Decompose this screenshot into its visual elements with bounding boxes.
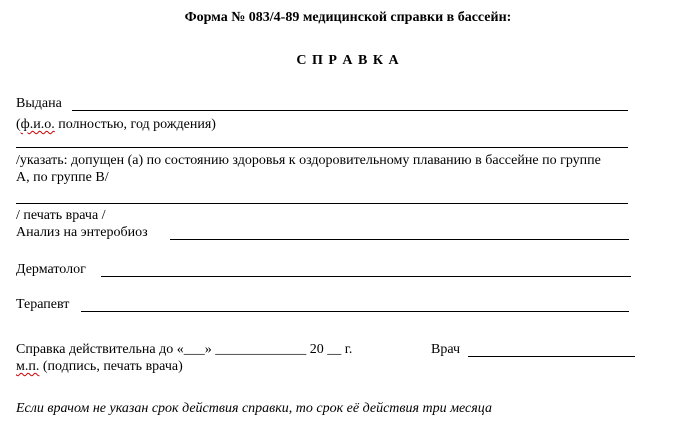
enterobiosis-field[interactable] [170, 239, 629, 240]
therapist-label: Терапевт [16, 297, 70, 312]
valid-until-label: Справка действительна до «___» _____________ 20 __ г. [16, 342, 353, 357]
issued-name-field[interactable] [72, 110, 628, 111]
mp-hint: м.п. (подпись, печать врача) [16, 359, 183, 374]
dermatologist-field[interactable] [101, 276, 631, 277]
therapist-field[interactable] [81, 311, 629, 312]
fio-abbreviation: ф.и.о. [20, 117, 55, 132]
document-title: С П Р А В К А [296, 53, 400, 68]
doctor-stamp-label: / печать врача / [16, 208, 106, 223]
issued-label: Выдана [16, 96, 62, 111]
doctor-signature-field[interactable] [468, 356, 635, 357]
form-title: Форма № 083/4-89 медицинской справки в бассейн: [184, 10, 512, 25]
fio-hint: (ф.и.о. полностью, год рождения) [16, 117, 216, 132]
blank-line-2[interactable] [16, 203, 628, 204]
mp-abbreviation: м.п. [16, 359, 40, 374]
indicate-instruction-line1: /указать: допущен (а) по состоянию здоровья к оздоровительному плаванию в бассейне по группе [16, 153, 601, 168]
doctor-label: Врач [431, 342, 461, 357]
dermatologist-label: Дерматолог [16, 262, 86, 277]
enterobiosis-label: Анализ на энтеробиоз [16, 225, 148, 240]
validity-note: Если врачом не указан срок действия справки, то срок её действия три месяца [16, 401, 492, 416]
blank-line-1[interactable] [16, 147, 628, 148]
indicate-instruction-line2: А, по группе В/ [16, 170, 109, 185]
